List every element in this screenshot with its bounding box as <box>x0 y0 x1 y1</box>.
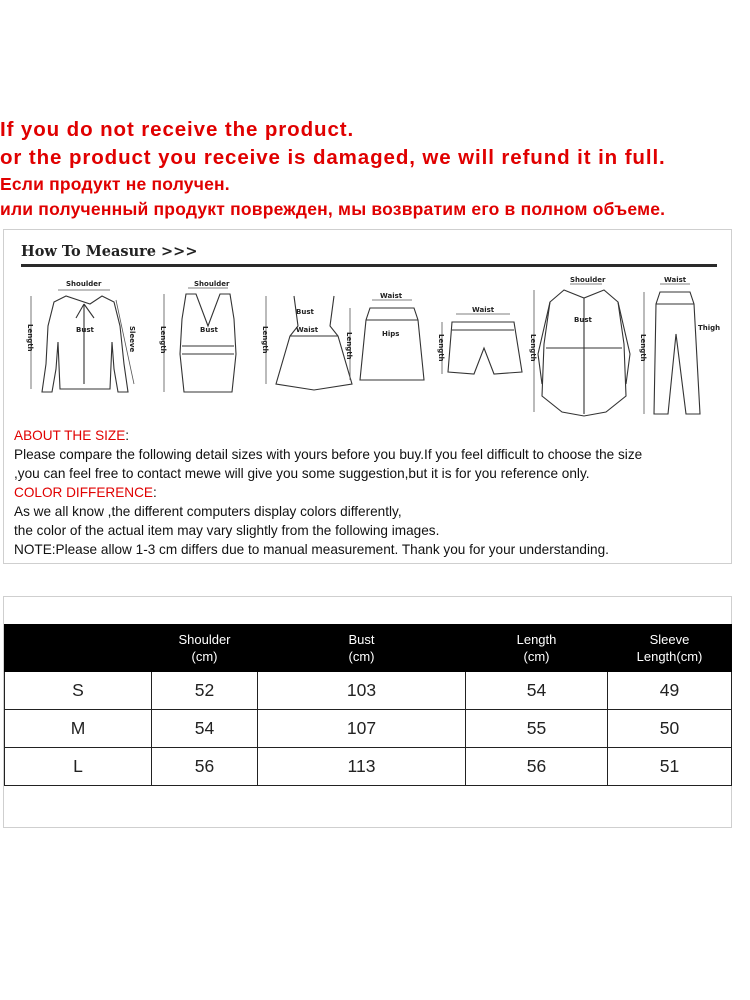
label-length-1: Length <box>26 324 34 352</box>
cell-size: M <box>5 710 152 748</box>
header-shoulder: Shoulder (cm) <box>152 625 258 672</box>
label-length-5: Length <box>437 334 445 362</box>
label-length-3: Length <box>261 326 269 354</box>
table-header-row <box>5 625 732 672</box>
label-shoulder-6: Shoulder <box>570 276 606 284</box>
cell-sleeve: 49 <box>608 672 732 710</box>
header-sleeve-length: Sleeve Length(cm) <box>608 625 732 672</box>
about-size-line-1: Please compare the following detail sizes with yours before you buy.If you feel difficult to choose the size <box>14 447 643 462</box>
table-row <box>5 672 732 710</box>
label-length-7: Length <box>639 334 647 362</box>
label-waist-4: Waist <box>380 292 403 300</box>
cell-shoulder: 52 <box>152 672 258 710</box>
color-difference-line-2: the color of the actual item may vary slightly from the following images. <box>14 523 440 538</box>
label-length-2: Length <box>159 326 167 354</box>
cell-bust: 113 <box>258 748 466 786</box>
about-size-line-2: ,you can feel free to contact mewe will give you some suggestion,but it is for you reference only. <box>14 466 590 481</box>
size-chart-panel <box>3 596 732 828</box>
shorts-figure <box>442 314 522 374</box>
skirt-figure <box>350 300 424 380</box>
title-divider <box>21 264 717 267</box>
cell-sleeve: 51 <box>608 748 732 786</box>
notice-line-2: or the product you receive is damaged, we will refund it in full. <box>0 146 666 169</box>
label-waist-5: Waist <box>472 306 495 314</box>
trench-coat-figure <box>534 284 630 416</box>
cell-bust: 107 <box>258 710 466 748</box>
about-size-heading: ABOUT THE SIZE: <box>14 428 130 443</box>
label-shoulder-1: Shoulder <box>66 280 102 288</box>
cell-size: L <box>5 748 152 786</box>
label-sleeve-1: Sleeve <box>128 326 136 353</box>
label-length-6: Length <box>529 334 537 362</box>
label-thigh-7: Thigh <box>698 324 721 332</box>
label-bust-1: Bust <box>76 326 94 334</box>
garment-figures <box>14 274 724 424</box>
color-difference-heading: COLOR DIFFERENCE: <box>14 485 157 500</box>
cell-length: 56 <box>466 748 608 786</box>
measurement-note: NOTE:Please allow 1-3 cm differs due to manual measurement. Thank you for your understanding. <box>14 542 609 557</box>
notice-line-4: или полученный продукт поврежден, мы возвратим его в полном объеме. <box>0 199 666 219</box>
how-to-measure-panel <box>3 229 732 564</box>
label-bust-3: Bust <box>296 308 314 316</box>
refund-notice <box>0 116 750 222</box>
blouse-figure <box>31 290 134 392</box>
cell-shoulder: 56 <box>152 748 258 786</box>
cell-length: 55 <box>466 710 608 748</box>
pants-figure <box>644 284 700 414</box>
vest-figure <box>164 288 236 392</box>
color-difference-line-1: As we all know ,the different computers display colors differently, <box>14 504 402 519</box>
cell-size: S <box>5 672 152 710</box>
size-info-text <box>14 426 729 559</box>
label-length-4: Length <box>345 332 353 360</box>
cell-length: 54 <box>466 672 608 710</box>
header-size <box>5 625 152 672</box>
cell-bust: 103 <box>258 672 466 710</box>
cell-shoulder: 54 <box>152 710 258 748</box>
label-bust-2: Bust <box>200 326 218 334</box>
cell-sleeve: 50 <box>608 710 732 748</box>
size-chart-table <box>4 624 732 786</box>
label-bust-6: Bust <box>574 316 592 324</box>
measure-title: How To Measure >>> <box>21 243 198 260</box>
header-length: Length (cm) <box>466 625 608 672</box>
notice-line-1: If you do not receive the product. <box>0 118 355 141</box>
header-bust: Bust (cm) <box>258 625 466 672</box>
label-hips-4: Hips <box>382 330 400 338</box>
label-shoulder-2: Shoulder <box>194 280 230 288</box>
notice-line-3: Если продукт не получен. <box>0 174 230 194</box>
table-row <box>5 710 732 748</box>
label-waist-3: Waist <box>296 326 319 334</box>
label-waist-7: Waist <box>664 276 687 284</box>
table-row <box>5 748 732 786</box>
